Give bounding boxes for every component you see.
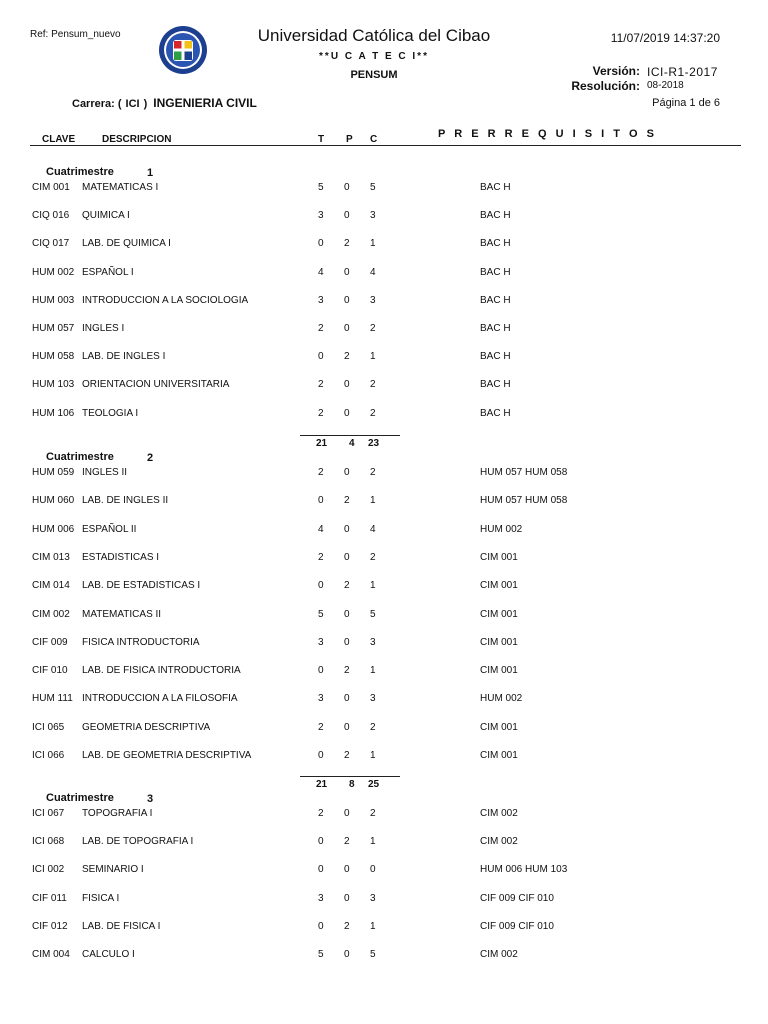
course-row [0,467,768,483]
total-theory-hours: 21 [316,779,328,790]
course-credits: 1 [370,836,376,847]
course-row [0,495,768,511]
course-description: QUIMICA I [82,210,130,221]
course-row [0,210,768,226]
course-code: HUM 103 [32,379,75,390]
course-code: CIM 014 [32,580,70,591]
course-practice-hours: 2 [344,921,350,932]
course-code: CIM 001 [32,182,70,193]
course-theory-hours: 0 [318,921,324,932]
course-prerequisites: CIM 001 [480,580,518,591]
course-prerequisites: BAC H [480,267,511,278]
course-row [0,580,768,596]
course-theory-hours: 0 [318,864,324,875]
course-code: HUM 106 [32,408,75,419]
course-prerequisites: BAC H [480,210,511,221]
course-description: LAB. DE FISICA INTRODUCTORIA [82,665,241,676]
course-theory-hours: 5 [318,609,324,620]
course-practice-hours: 2 [344,495,350,506]
course-prerequisites: CIM 002 [480,808,518,819]
course-row [0,836,768,852]
course-description: INGLES II [82,467,128,478]
course-description: LAB. DE INGLES II [82,495,169,506]
course-prerequisites: BAC H [480,238,511,249]
course-credits: 5 [370,949,376,960]
course-credits: 3 [370,693,376,704]
course-credits: 3 [370,210,376,221]
course-theory-hours: 0 [318,351,324,362]
course-practice-hours: 0 [344,323,350,334]
course-prerequisites: HUM 002 [480,693,523,704]
course-practice-hours: 0 [344,524,350,535]
course-credits: 1 [370,665,376,676]
course-description: ESPAÑOL I [82,267,134,278]
course-description: INGLES I [82,323,125,334]
course-code: ICI 002 [32,864,65,875]
course-practice-hours: 0 [344,408,350,419]
course-credits: 1 [370,921,376,932]
course-row [0,609,768,625]
course-practice-hours: 0 [344,552,350,563]
course-code: CIF 012 [32,921,68,932]
course-row [0,722,768,738]
header-rule [30,145,741,146]
course-prerequisites: CIM 001 [480,609,518,620]
course-row [0,552,768,568]
course-prerequisites: CIM 001 [480,552,518,563]
course-description: INTRODUCCION A LA SOCIOLOGIA [82,295,249,306]
course-theory-hours: 2 [318,808,324,819]
course-theory-hours: 2 [318,323,324,334]
course-description: ESPAÑOL II [82,524,137,535]
course-code: CIM 004 [32,949,70,960]
course-code: CIM 013 [32,552,70,563]
course-prerequisites: HUM 057 HUM 058 [480,495,568,506]
course-practice-hours: 0 [344,893,350,904]
course-row [0,637,768,653]
course-row [0,267,768,283]
page-number: Página 1 de 6 [652,97,720,109]
career-code: ICI [125,98,140,110]
course-description: ESTADISTICAS I [82,552,160,563]
course-practice-hours: 0 [344,864,350,875]
course-prerequisites: HUM 057 HUM 058 [480,467,568,478]
section-number: 1 [147,167,154,179]
total-practice-hours: 8 [349,779,355,790]
column-header-clave: CLAVE [42,134,76,145]
column-header-t: T [318,134,325,145]
course-practice-hours: 0 [344,182,350,193]
course-description: MATEMATICAS II [82,609,162,620]
course-prerequisites: BAC H [480,295,511,306]
course-practice-hours: 0 [344,467,350,478]
course-row [0,921,768,937]
career-label: Carrera: ( [72,98,122,110]
course-credits: 1 [370,238,376,249]
course-credits: 3 [370,893,376,904]
section-title: Cuatrimestre [46,451,114,463]
career-close: ) [143,98,148,110]
course-prerequisites: BAC H [480,323,511,334]
course-description: LAB. DE QUIMICA I [82,238,171,249]
course-description: LAB. DE INGLES I [82,351,166,362]
course-practice-hours: 2 [344,238,350,249]
course-credits: 4 [370,267,376,278]
resolution-value: 08-2018 [647,80,684,91]
course-credits: 1 [370,351,376,362]
course-theory-hours: 3 [318,295,324,306]
course-prerequisites: CIM 002 [480,949,518,960]
course-theory-hours: 4 [318,267,324,278]
course-theory-hours: 0 [318,495,324,506]
course-prerequisites: CIF 009 CIF 010 [480,921,554,932]
course-practice-hours: 0 [344,210,350,221]
course-theory-hours: 3 [318,210,324,221]
document-type: PENSUM [350,69,398,81]
total-credits: 23 [368,438,380,449]
course-theory-hours: 2 [318,722,324,733]
course-row [0,295,768,311]
course-row [0,524,768,540]
course-practice-hours: 0 [344,267,350,278]
totals-rule [300,776,400,777]
total-credits: 25 [368,779,380,790]
course-prerequisites: CIM 001 [480,722,518,733]
course-practice-hours: 0 [344,693,350,704]
course-practice-hours: 2 [344,665,350,676]
course-theory-hours: 2 [318,552,324,563]
course-practice-hours: 0 [344,637,350,648]
total-theory-hours: 21 [316,438,328,449]
course-description: MATEMATICAS I [82,182,159,193]
course-theory-hours: 0 [318,750,324,761]
course-description: FISICA I [82,893,120,904]
university-acronym: **U C A T E C I** [319,51,429,62]
course-practice-hours: 0 [344,722,350,733]
course-credits: 0 [370,864,376,875]
course-row [0,893,768,909]
course-theory-hours: 3 [318,893,324,904]
course-code: HUM 003 [32,295,75,306]
course-theory-hours: 0 [318,580,324,591]
university-name: Universidad Católica del Cibao [257,26,491,45]
version-label: Versión: [592,64,640,78]
course-code: ICI 065 [32,722,65,733]
course-row [0,693,768,709]
course-row [0,379,768,395]
course-row [0,864,768,880]
course-practice-hours: 0 [344,949,350,960]
course-description: LAB. DE TOPOGRAFIA I [82,836,194,847]
course-practice-hours: 0 [344,808,350,819]
course-row [0,238,768,254]
course-theory-hours: 3 [318,637,324,648]
course-credits: 5 [370,182,376,193]
column-header-descripcion: DESCRIPCION [102,134,172,145]
course-theory-hours: 2 [318,467,324,478]
course-code: HUM 057 [32,323,75,334]
resolution-label: Resolución: [571,79,640,93]
course-credits: 2 [370,552,376,563]
course-code: ICI 066 [32,750,65,761]
column-header-c: C [370,134,378,145]
course-practice-hours: 2 [344,351,350,362]
course-description: TOPOGRAFIA I [82,808,153,819]
section-number: 2 [147,452,154,464]
course-theory-hours: 4 [318,524,324,535]
course-practice-hours: 2 [344,836,350,847]
course-credits: 2 [370,323,376,334]
course-row [0,665,768,681]
course-description: INTRODUCCION A LA FILOSOFIA [82,693,238,704]
course-prerequisites: CIM 001 [480,750,518,761]
course-practice-hours: 2 [344,750,350,761]
course-theory-hours: 3 [318,693,324,704]
course-description: CALCULO I [82,949,135,960]
course-prerequisites: HUM 006 HUM 103 [480,864,568,875]
course-credits: 2 [370,408,376,419]
column-header-prerrequisitos: P R E R R E Q U I S I T O S [438,128,657,140]
course-description: LAB. DE GEOMETRIA DESCRIPTIVA [82,750,252,761]
course-prerequisites: CIM 001 [480,637,518,648]
course-prerequisites: BAC H [480,351,511,362]
section-title: Cuatrimestre [46,792,114,804]
total-practice-hours: 4 [349,438,355,449]
course-code: HUM 060 [32,495,75,506]
course-prerequisites: BAC H [480,182,511,193]
course-row [0,351,768,367]
course-code: ICI 068 [32,836,65,847]
course-code: HUM 058 [32,351,75,362]
course-code: CIF 009 [32,637,68,648]
course-credits: 1 [370,750,376,761]
course-row [0,182,768,198]
course-credits: 3 [370,295,376,306]
course-code: HUM 111 [32,693,73,704]
course-credits: 3 [370,637,376,648]
course-practice-hours: 0 [344,295,350,306]
column-header-p: P [346,134,353,145]
course-theory-hours: 5 [318,182,324,193]
course-prerequisites: HUM 002 [480,524,523,535]
course-code: HUM 059 [32,467,75,478]
course-credits: 1 [370,495,376,506]
course-credits: 2 [370,467,376,478]
course-code: CIF 011 [32,893,67,904]
totals-rule [300,435,400,436]
course-credits: 1 [370,580,376,591]
course-code: CIQ 017 [32,238,70,249]
course-practice-hours: 2 [344,580,350,591]
course-prerequisites: CIM 002 [480,836,518,847]
course-theory-hours: 2 [318,379,324,390]
course-credits: 4 [370,524,376,535]
course-theory-hours: 0 [318,238,324,249]
career-name: INGENIERIA CIVIL [153,96,257,110]
course-row [0,323,768,339]
course-code: HUM 002 [32,267,75,278]
course-description: SEMINARIO I [82,864,144,875]
course-prerequisites: CIM 001 [480,665,518,676]
course-code: CIM 002 [32,609,70,620]
section-title: Cuatrimestre [46,166,114,178]
course-row [0,949,768,965]
university-seal-icon [158,25,208,75]
course-prerequisites: BAC H [480,408,511,419]
course-theory-hours: 2 [318,408,324,419]
course-row [0,808,768,824]
career-line [72,96,257,110]
course-code: CIF 010 [32,665,68,676]
course-description: LAB. DE ESTADISTICAS I [82,580,201,591]
ref-label: Ref: Pensum_nuevo [30,29,121,40]
version-value: ICI-R1-2017 [647,65,718,79]
course-credits: 2 [370,379,376,390]
section-number: 3 [147,793,154,805]
course-code: CIQ 016 [32,210,70,221]
course-description: ORIENTACION UNIVERSITARIA [82,379,230,390]
course-description: GEOMETRIA DESCRIPTIVA [82,722,211,733]
course-description: LAB. DE FISICA I [82,921,161,932]
course-prerequisites: CIF 009 CIF 010 [480,893,554,904]
course-theory-hours: 0 [318,665,324,676]
course-theory-hours: 5 [318,949,324,960]
course-row [0,750,768,766]
course-code: HUM 006 [32,524,75,535]
print-datetime: 11/07/2019 14:37:20 [610,31,720,45]
course-row [0,408,768,424]
course-prerequisites: BAC H [480,379,511,390]
course-credits: 5 [370,609,376,620]
course-description: FISICA INTRODUCTORIA [82,637,200,648]
course-practice-hours: 0 [344,609,350,620]
course-credits: 2 [370,808,376,819]
course-code: ICI 067 [32,808,65,819]
course-theory-hours: 0 [318,836,324,847]
course-description: TEOLOGIA I [82,408,139,419]
course-credits: 2 [370,722,376,733]
course-practice-hours: 0 [344,379,350,390]
